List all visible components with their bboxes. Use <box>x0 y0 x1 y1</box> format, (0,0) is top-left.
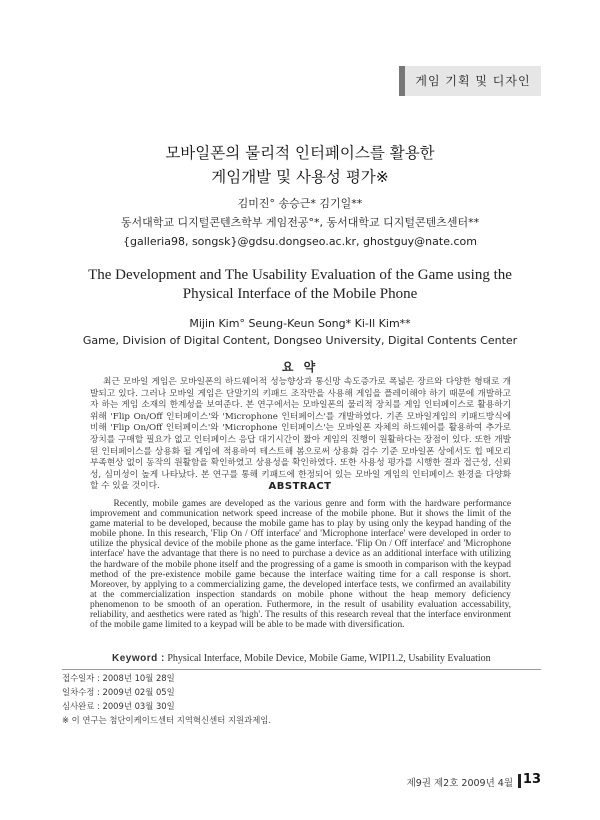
funding-footnote: ※ 이 연구는 첨단이케이드센터 지역혁신센터 지원과제임. <box>62 715 272 725</box>
accepted-date: 심사완료 : 2009년 03월 30일 <box>62 701 175 711</box>
revised-date: 일차수정 : 2009년 02월 05일 <box>62 687 175 697</box>
keyword-list: Physical Interface, Mobile Device, Mobile Game, WIPI1.2, Usability Evaluation <box>167 653 491 664</box>
page-number: 13 <box>522 772 541 787</box>
authors-korean: 김미진° 송승근* 김기일** <box>237 197 363 210</box>
issue-info: 제9권 제2호 2009년 4월 <box>406 778 513 789</box>
received-date: 접수일자 : 2008년 10월 28일 <box>62 673 175 683</box>
keywords-line <box>112 653 491 664</box>
paper-title-line-1: 모바일폰의 물리적 인터페이스를 활용한 <box>165 144 435 162</box>
affiliation-korean: 동서대학교 디지털콘텐츠학부 게임전공°*, 동서대학교 디지털콘텐츠센터** <box>120 216 480 229</box>
english-title-line-2: Physical Interface of the Mobile Phone <box>182 286 418 302</box>
paper-title-line-2: 게임개발 및 사용성 평가※ <box>211 168 389 186</box>
section-tag: 게임 기획 및 디자인 <box>399 66 541 96</box>
keyword-label: Keyword : <box>112 653 165 664</box>
footer-divider-bar <box>518 774 521 788</box>
abstract-english-heading: ABSTRACT <box>268 481 332 492</box>
authors-english: Mijin Kim° Seung-Keun Song* Ki-Il Kim** <box>189 317 411 330</box>
abstract-english-body: Recently, mobile games are developed as the various genre and form with the hardware performance improvement and communication network speed increase of the mobile phone. But it shows the limit of the game material to be developed, because the mobile game has to play by using only the keypad handing of the mobile phone. In this research, 'Flip On / Off interface' and 'Microphone interface' were developed in order to utilize the physical device of the mobile phone as the game interface. 'Flip On / Off interface' and 'Microphone interface' have the advantage that there is no need to purchase a device as an additional interface with utilizing the hardware of the mobile phone itself and the progressing of a game is smooth in comparison with the keypad method of the pre-existence mobile game because the interface waiting time for a call response is short. Moreover, by applying to a commercializing game, the developed interface tests, we confirmed an availability at the commercialization inspection standards on mobile phone without the heap memory deficiency phenomenon to be smooth of an operation. Futhermore, in the result of usability evaluation accessability, reliability, and aesthetics were rated as 'high'. The results of this research reveal that the interface environment of the mobile game limited to a keypad will be able to be made with diversification. <box>90 499 511 631</box>
abstract-korean-body: 최근 모바일 게임은 모바일폰의 하드웨어적 성능향상과 통신망 속도증가로 폭넓은 장르와 다양한 형태로 개발되고 있다. 그러나 모바일 게임은 단말기의 키패드 조작만을 사용해 게임을 플레이해야 하기 때문에 개발하고자 하는 게임 소재의 한계성을 보여준다. 본 연구에서는 모바일폰의 물리적 장치를 게임 인터페이스로 활용하기 위해 'Flip On/Off 인터페이스'와 'Microphone 인터페이스'를 개발하였다. 기존 모바일게임의 키패드방식에 비해 'Flip On/Off 인터페이스'와 'Microphone 인터페이스'는 모바일폰 자체의 하드웨어를 활용하여 추가로 장치를 구매할 필요가 없고 인터페이스 응답 대기시간이 짧아 게임의 진행이 원활하다는 장점이 있다. 또한 개발된 인터페이스를 상용화 될 게임에 적용하여 테스트해 봄으로써 상용화 검수 기준 모바일폰 상에서도 힙 메모리 부족현상 없이 동작의 원활함을 확인하였고 상용성을 확인하였다. 또한 사용성 평가를 시행한 결과 접근성, 신뢰성, 심미성이 높게 나타났다. 본 연구를 통해 키패드에 한정되어 있는 모바일 게임의 인터페이스 환경을 다양화 할 수 있을 것이다. <box>90 377 511 492</box>
author-emails: {galleria98, songsk}@gdsu.dongseo.ac.kr, ghostguy@nate.com <box>123 235 477 248</box>
english-title-line-1: The Development and The Usability Evaluation of the Game using the <box>88 267 512 283</box>
divider <box>62 669 541 670</box>
page-footer <box>400 773 541 789</box>
affiliation-english: Game, Division of Digital Content, Dongseo University, Digital Contents Center <box>82 334 518 347</box>
abstract-korean-heading: 요 약 <box>281 360 319 374</box>
